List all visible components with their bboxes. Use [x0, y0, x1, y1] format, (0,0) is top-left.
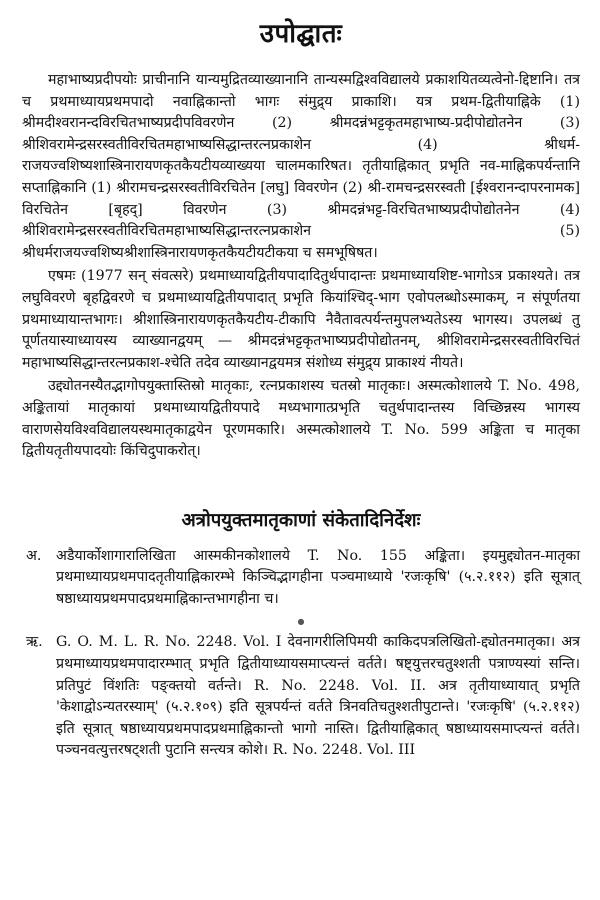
entry-label: ऋ.	[26, 634, 43, 651]
manuscript-section	[22, 507, 580, 762]
entry-text: अडैयार्कोशागारालिखिता आस्मकीनकोशालये T. No. 155 अङ्किता। इयमुद्द्योतन-मातृका प्रथमाध्यायप्रथमपादतृतीयाह्निकारम्भे किञ्चिद्भागहीना पञ्चमाध्याये 'रजःकृषि' (५.२.११२) इति सूत्रात् षष्ठाध्यायप्रथमपादप्रथमाह्निकान्तभागहीना च।	[56, 547, 580, 607]
manuscript-entry	[22, 632, 580, 762]
intro-paragraph-2: एषमः (1977 सन् संवत्सरे) प्रथमाध्यायद्वितीयपादादितुर्थपादान्तः प्रथमाध्यायशिष्ट-भागोऽत्र प्रकाश्यते। तत्र लघुविवरणे बृहद्विवरणे च प्रथमाध्यायद्वितीयपादात् प्रभृति कियांश्चिद्-भाग एवोपलब्धोऽस्माकम्, न संपूर्णतया प्रथमाध्यायान्तभागः। श्रीशास्त्रिनारायणकृतकैयटीय-टीकापि नैवैतावत्पर्यन्तमुपलभ्यतेऽस्य भागस्य। उपलब्धं तु पूर्णतयास्याध्यायस्य व्याख्यानद्वयम् — श्रीमदन्नंभट्टकृतभाष्यप्रदीपोद्योतनम्, श्रीशिवरामेन्द्रसरस्वतीविरचितं महाभाष्यसिद्धान्तरत्नप्रकाश-श्चेति तदेव व्याख्यानद्वयमत्र संशोध्य संमुद्र्य प्राकाश्यं नीयते।	[22, 268, 580, 371]
intro-paragraph-3: उद्द्योतनस्यैतद्भागोपयुक्तास्तिस्रो मातृकाः, रत्नप्रकाशस्य चतस्रो मातृकाः। अस्मत्कोशालये T. No. 498, अङ्कितायां मातृकायां प्रथमाध्यायद्वितीयपादे मध्यभागात्प्रभृति चतुर्थपादान्तस्य विच्छिन्नस्य भागस्य वाराणसेयविश्वविद्यालयस्थमातृकाद्वयेन पूरणमकारि। अस्मत्कोशालये T. No. 599 अङ्किता च मातृका द्वितीयतृतीयपादयोः किंचिदुपाकरोत्।	[22, 378, 580, 460]
entry-text: G. O. M. L. R. No. 2248. Vol. I देवनागरीलिपिमयी काकिदपत्रलिखितो-द्द्योतनमातृका। अत्र प्रथमाध्यायप्रथमपादारम्भात् प्रभृति द्वितीयाध्यायसमाप्त्यन्तं वर्तते। षष्ट्युत्तरचतुश्शती पत्राण्यस्यां सन्ति। प्रतिपुटं विंशतिः पङ्क्तयो वर्तन्ते। R. No. 2248. Vol. II. अत्र तृतीयाध्यायात् प्रभृति 'केशाद्वोऽन्यतरस्याम्' (५.२.१०९) इति सूत्रपर्यन्तं वर्तते त्रिनवतिचतुश्शतीपुटान्ते। 'रजःकृषि' (५.२.११२) इति सूत्रात् षष्ठाध्यायप्रथमपादप्रथमाह्निकान्तो भागो नास्ति। द्वितीयाह्निकात् षष्ठाध्यायसमाप्त्यन्तं वर्तते। पञ्चनवत्युत्तरषट्शती पुटानि सन्त्यत्र कोशे। R. No. 2248. Vol. III	[56, 634, 580, 759]
introduction-body	[22, 70, 580, 463]
intro-paragraph-1: महाभाष्यप्रदीपयोः प्राचीनानि यान्यमुद्रितव्याख्यानानि तान्यस्मद्विश्वविद्यालये प्रकाशयितव्यत्वेनो-द्दिष्टानि। तत्र च प्रथमाध्यायप्रथमपादो नवाह्निकान्तो भागः संमुद्र्य प्राकाशि। यत्र प्रथम-द्वितीयाह्निके (1) श्रीमदीश्वरानन्दविरचितभाष्यप्रदीपविवरणेन (2) श्रीमदन्नंभट्टकृतमहाभाष्य-प्रदीपोद्योतनेन (3) श्रीशिवरामेन्द्रसरस्वतीविरचितमहाभाष्यसिद्धान्तरत्नप्रकाशेन (4) श्रीधर्म-राजयज्वशिष्यशास्त्रिनारायणकृतकैयटीयव्याख्यया चालमकारिषत। तृतीयाह्निकात् प्रभृति नव-माह्निकपर्यन्तानि सप्ताह्निकानि (1) श्रीरामचन्द्रसरस्वतीविरचितेन [लघु] विवरणेन (2) श्री-रामचन्द्रसरस्वती [ईश्वरानन्दापरनामक] विरचितेन [बृहद्] विवरणेन (3) श्रीमदन्नंभट्ट-विरचितभाष्यप्रदीपोद्योतनेन (4) श्रीशिवरामेन्द्रसरस्वतीविरचितमहाभाष्यसिद्धान्तरत्नप्रकाशेन (5) श्रीधर्मराजयज्वशिष्यश्रीशास्त्रिनारायणकृतकैयटीयटीकया च समभूषिषत।	[22, 72, 580, 261]
entry-label: अ.	[26, 547, 42, 564]
section-subtitle: अत्रोपयुक्तमातृकाणां संकेतादिनिर्देशः	[181, 509, 421, 531]
page-title: उपोद्घातः	[259, 19, 343, 49]
separator-dot: ●	[297, 617, 305, 627]
manuscript-entry	[22, 546, 580, 611]
